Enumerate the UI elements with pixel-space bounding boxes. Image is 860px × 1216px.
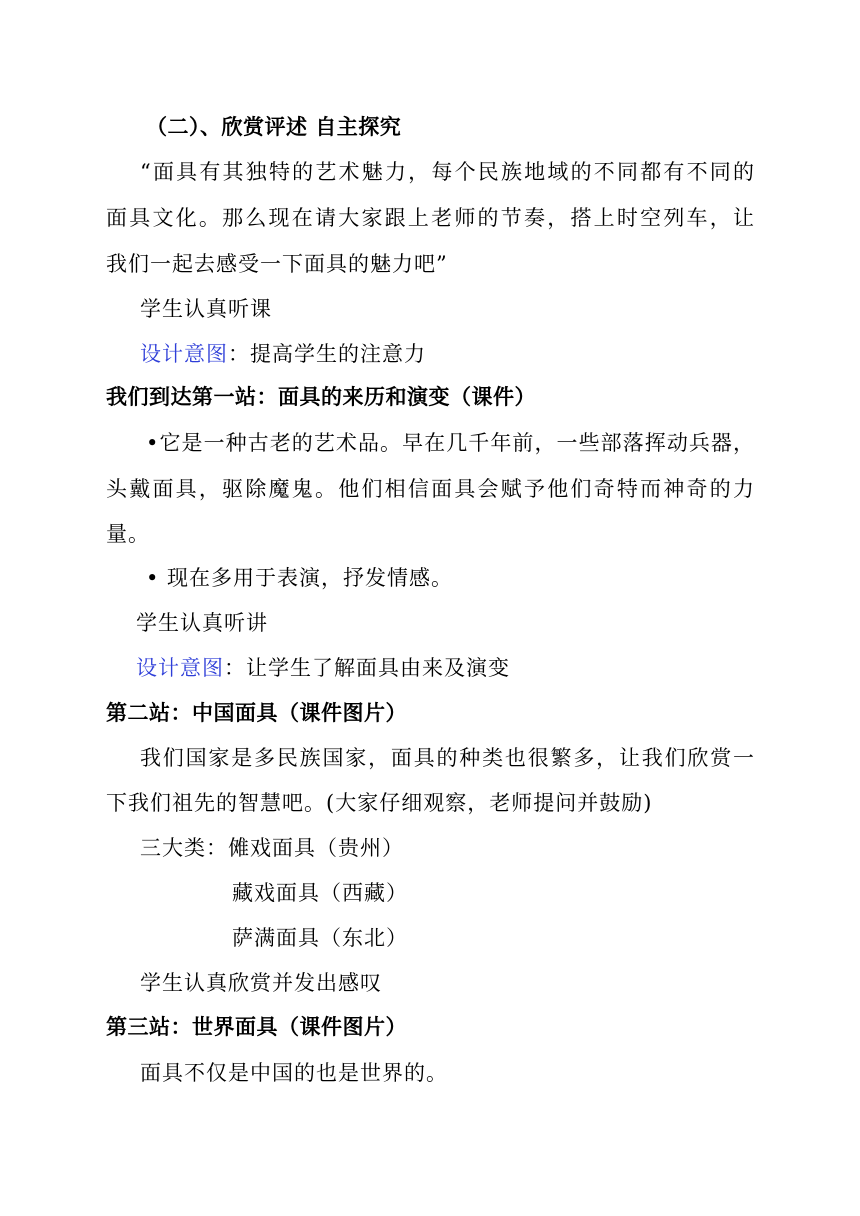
design-intent-label: 设计意图	[136, 656, 224, 680]
station-3-heading: 第三站：世界面具（课件图片）	[106, 1015, 407, 1039]
student-activity: 学生认真欣赏并发出感叹	[140, 971, 382, 995]
intro-line-3: 我们一起去感受一下面具的魅力吧”	[106, 252, 448, 276]
intro-line-1: “面具有其独特的艺术魅力，每个民族地域的不同都有不同的	[140, 160, 755, 184]
station-1-bullet-1-line-2: 头戴面具，驱除魔鬼。他们相信面具会赋予他们奇特而神奇的力	[106, 477, 755, 501]
station-1-heading: 我们到达第一站：面具的来历和演变（课件）	[106, 385, 536, 409]
design-intent-text: ：让学生了解面具由来及演变	[224, 656, 510, 680]
intro-line-2: 面具文化。那么现在请大家跟上老师的节奏，搭上时空列车，让	[106, 206, 755, 230]
student-activity: 学生认真听课	[140, 297, 272, 321]
student-activity: 学生认真听讲	[136, 611, 268, 635]
design-intent	[140, 339, 426, 369]
station-3-para: 面具不仅是中国的也是世界的。	[140, 1061, 448, 1085]
section-heading: （二）、欣赏评述 自主探究	[146, 115, 402, 139]
station-1-bullet-1-line-3: 量。	[106, 522, 150, 546]
category-item: 傩戏面具（贵州）	[228, 836, 404, 860]
station-2-para-line-1: 我们国家是多民族国家，面具的种类也很繁多，让我们欣赏一	[140, 746, 755, 770]
category-item: 藏戏面具（西藏）	[232, 881, 408, 905]
station-1-bullet-2: • 现在多用于表演，抒发情感。	[146, 566, 454, 590]
design-intent-label: 设计意图	[140, 342, 228, 366]
design-intent-text: ：提高学生的注意力	[228, 342, 426, 366]
design-intent	[136, 653, 510, 683]
categories-row-1	[140, 833, 404, 863]
category-item: 萨满面具（东北）	[232, 926, 408, 950]
station-1-bullet-1-line-1: •它是一种古老的艺术品。早在几千年前，一些部落挥动兵器，	[146, 431, 755, 455]
station-2-para-line-2: 下我们祖先的智慧吧。(大家仔细观察，老师提问并鼓励)	[106, 791, 653, 815]
station-2-heading: 第二站：中国面具（课件图片）	[106, 701, 407, 725]
categories-label: 三大类：	[140, 836, 228, 860]
